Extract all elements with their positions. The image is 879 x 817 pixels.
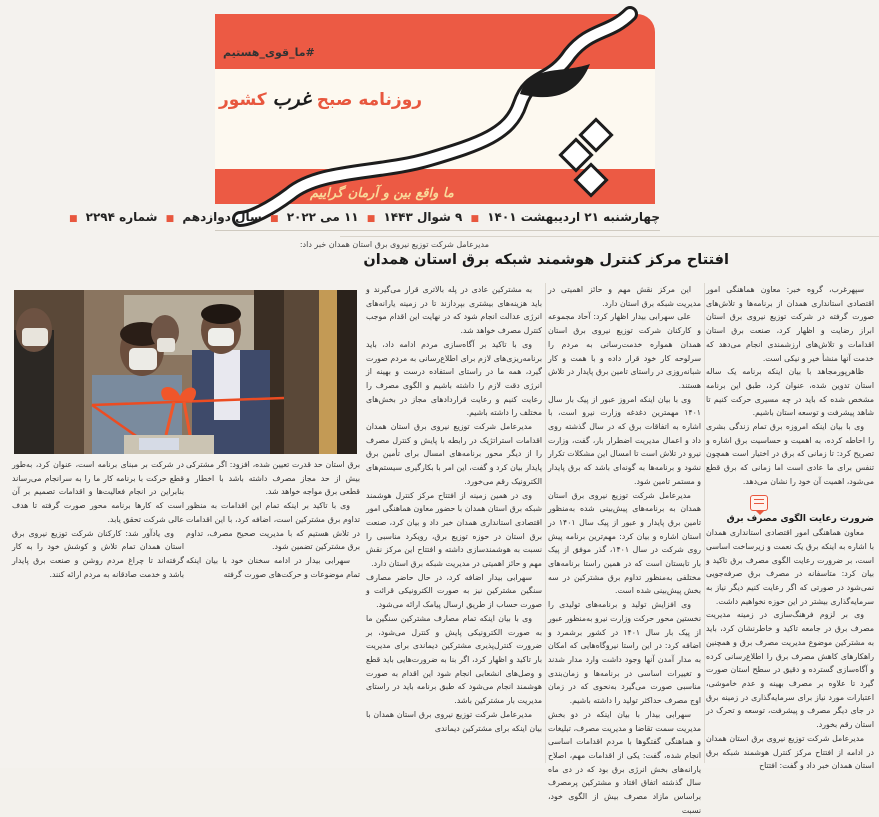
paragraph: سپهرغرب، گروه خبر: معاون هماهنگی امور اقتصادی استانداری همدان از برنامه‌ها و تلاش‌های صورت گرفته در شرکت توزیع نیروی برق استان ابراز رضایت و اظهار کرد، صنعت برق استان اقدامات و تلاش‌های ارزشمندی انجام می‌دهد که خدمت آنها منشأ خیر و نیکی است. — [706, 285, 874, 363]
paragraph: ظاهرپورمجاهد با بیان اینکه برنامه یک ساله استان تدوین شده، عنوان کرد، طبق این برنامه مشخص شده که باید در چه مسیری حرکت کنیم تا شاهد پیشرفت و توسعه استان باشیم. — [706, 367, 874, 418]
comment-icon — [750, 495, 768, 511]
paragraph: وی بر لزوم فرهنگ‌سازی در زمینه مدیریت مصرف برق در جامعه تاکید و خاطرنشان کرد، باید به مشترکین موضوع مدیریت مصرف برق و همچنین راهکارهای کاهش مصرف برق را اطلاع‌رسانی کرده و آگاه‌سازی گسترده و دقیق در سطح استان صورت گیرد تا علاوه بر مصرف بهینه و عدم خاموشی، اعتبارات مورد نیاز برای سرمایه‌گذاری در زمینه برق در جای دیگر مصرف و پیشرفت، توسعه و تحرک در استان رقم بخورد. — [706, 610, 874, 730]
paragraph: وی با بیان اینکه تمام مصارف مشترکین سنگین ما به صورت الکترونیکی پایش و کنترل می‌شود، بر ضرورت کنترل‌پذیری مشترکین دیماندی برای مدیریت بار تاکید و اظهار کرد، اگر بنا به ضرورت‌هایی باید قطع و وصل‌های انشعابی انجام شود این اقدام به صورت هوشمند انجام می‌شود که طبق برنامه باید در راستای مدیریت بار مشترکین باشد. — [366, 613, 542, 706]
newspaper-motto: ما واقع بین و آرمان گراییم — [310, 186, 454, 201]
column-divider — [704, 283, 705, 763]
newspaper-subtitle — [219, 88, 422, 110]
paragraph: وی در همین زمینه از افتتاح مرکز کنترل هوشمند شبکه برق استان همدان با حضور معاون هماهنگی امور اقتصادی استانداری همدان خبر داد و بیان کرد، صنعت برق استان در حوزه توزیع برق، رویکرد مناسبی را نسبت به هوشمندسازی داشته و افتتاح این مرکز نقش مهم و حائز اهمیتی در مدیریت شبکه برق استان دارد. — [366, 490, 542, 569]
dateline-weekday-date: چهارشنبه ۲۱ اردیبهشت ۱۴۰۱ — [487, 210, 660, 224]
paragraph: وی افزایش تولید و برنامه‌های تولیدی را نخستین محور حرکت وزارت نیرو به‌منظور عبور از پیک بار سال ۱۴۰۱ در کشور برشمرد و اضافه کرد: در این راستا نیروگاه‌هایی که امکان به مدار آمدن آنها وجود داشت وارد مدار شدند و تغییرات اساسی در برنامه‌ها و زمان‌بندی مناسبی صورت می‌گیرد به‌نحوی که در زمان اوج مصرف حداکثر تولید را داشته باشیم. — [548, 600, 701, 706]
paragraph: این مرکز نقش مهم و حائز اهمیتی در مدیریت شبکه برق استان دارد. — [548, 285, 701, 308]
paragraph: برق استان حد قدرت تعیین شده، افزود: اگر مشترکی بیش از حد مجاز مصرف داشته باشد با اخطار و قطعی برق مواجه خواهد شد. — [186, 460, 360, 497]
article-headline: افتتاح مرکز کنترل هوشمند شبکه برق استان همدان — [363, 252, 729, 268]
paragraph: معاون هماهنگی امور اقتصادی استانداری همدان با اشاره به اینکه برق یک نعمت و زیرساخت اساسی است، بر ضرورت رعایت الگوی مصرف برق تاکید و بیان کرد: متاسفانه در مصرف برق صرفه‌جویی نمی‌شود در صورتی که اگر رعایت کنیم دیگر نیاز به سرمایه‌گذاری بیشتر در این حوزه نخواهیم داشت. — [706, 528, 874, 606]
subtitle-prefix: روزنامه صبح — [316, 90, 423, 110]
dateline-hijri-date: ۹ شوال ۱۴۴۳ — [383, 210, 463, 224]
hashtag: #ما_قوی_هستیم — [223, 46, 315, 59]
article-top-rule — [340, 236, 879, 237]
dateline-separator: ■ — [270, 214, 279, 224]
dateline-issue-number: شماره ۲۲۹۴ — [85, 210, 158, 224]
article-column-5 — [12, 458, 184, 581]
dateline-year: سال دوازدهم — [182, 210, 262, 224]
article-column-2 — [548, 283, 701, 817]
subtitle-accent: غرب — [272, 88, 311, 110]
dateline-separator: ■ — [68, 214, 78, 224]
masthead — [215, 14, 655, 204]
paragraph: وی با بیان اینکه امروزه برق تمام زندگی بشری را احاطه کرده، به اهمیت و حساسیت برق اشاره و تصریح کرد: تا زمانی که برق در اختیار است همچون تنفس برای ما عادی است اما زمانی که برق قطع می‌شود، اهمیت آن خود را نشان می‌دهد. — [706, 422, 874, 486]
paragraph: وی با بیان اینکه امروز عبور از پیک بار سال ۱۴۰۱ مهمترین دغدغه وزارت نیرو است، با اشاره به اتفاقات برق که در سال گذشته روی داد و اعمال مدیریت اضطرار بار، گفت، وزارت نیرو در تلاش است تا امسال این مشکلات تکرار نشود و برنامه‌ها به گونه‌ای باشد که برق پایدار و مستمر تامین شود. — [548, 394, 701, 486]
dateline-separator: ■ — [470, 214, 480, 224]
dateline-separator: ■ — [366, 214, 376, 224]
paragraph: در شرکت بر مبنای برنامه است، عنوان کرد، به‌طور قطع حرکت با برنامه کار ما را به سرانجام می‌رساند بنابراین در انجام فعالیت‌ها و اقدامات تصمیم بر آن است که کارها برنامه محور صورت گرفته تا هدف عالی شرکت تحقق یابد. — [12, 460, 184, 524]
paragraph: مدیرعامل شرکت توزیع نیروی برق استان همدان در ادامه از افتتاح مرکز کنترل هوشمند شبکه برق استان همدان خبر داد و گفت: افتتاح — [706, 733, 874, 771]
paragraph: مدیرعامل شرکت توزیع نیروی برق استان همدان به برنامه‌های پیش‌بینی شده به‌منظور تامین برق پایدار و عبور از پیک سال ۱۴۰۱ در استان اشاره و بیان کرد: مهم‌ترین برنامه پیش روی شرکت در سال ۱۴۰۱، گذر موفق از پیک بار تابستان است که در همین راستا برنامه‌های مختلفی به‌منظور تداوم برق مشترکین در سه بخش پیش‌بینی شده است. — [548, 490, 701, 596]
dateline-gregorian-date: ۱۱ می ۲۰۲۲ — [286, 210, 359, 224]
paragraph: سهرابی بیدار در ادامه سخنان خود با بیان اینکه تمام موضوعات و حرکت‌های صورت گرفته — [186, 555, 360, 579]
article-column-4 — [186, 458, 360, 581]
paragraph: به مشترکین عادی در پله بالاتری قرار می‌گیرند و باید هزینه‌های بیشتری بپردازند تا در زمینه یارانه‌های انرژی عدالت انجام شود که در نهایت این اقدام موجب کنترل مصرف خواهد شد. — [366, 285, 542, 336]
dateline — [68, 210, 660, 224]
paragraph: وی با تاکید بر آگاه‌سازی مردم ادامه داد، باید برنامه‌ریزی‌های لازم برای اطلاع‌رسانی به مردم صورت گیرد، همه ما در راستای استفاده درست و بهینه از انرژی دقت لازم را داشته باشیم و الگوی مصرف را رعایت کنیم و رعایت قراردادهای مجاز در بخش‌های مختلف را داشته باشیم. — [366, 339, 542, 418]
paragraph: مدیرعامل شرکت توزیع نیروی برق استان همدان اقدامات استراتژیک در رابطه با پایش و کنترل مصرف را از دیگر محور برنامه‌های امسال برای تأمین برق پایدار بیان کرد و گفت، این امر با بکارگیری سیستم‌های الکترونیک رقم می‌خورد. — [366, 422, 542, 486]
paragraph: وی یادآور شد: کارکنان شرکت توزیع نیروی برق استان همدان تمام تلاش و کوشش خود را به کار گرفته‌اند تا چراغ مردم روشن و صنعت برق پایدار باشد و خدمت صادقانه به مردم ارائه کنند. — [12, 528, 184, 579]
paragraph: علی سهرابی بیدار اظهار کرد: آحاد مجموعه و کارکنان شرکت توزیع نیروی برق استان همدان همواره خدمت‌رسانی به مردم را سرلوحه کار خود قرار داده و با همت و کار شبانه‌روزی در راستای تامین برق پایدار در تلاش هستند. — [548, 312, 701, 390]
dateline-separator: ■ — [165, 214, 175, 224]
article-kicker: مدیرعامل شرکت توزیع نیروی برق استان همدان خبر داد: — [299, 240, 489, 249]
column-divider — [545, 283, 546, 763]
paragraph: مدیرعامل شرکت توزیع نیروی برق استان همدان با بیان اینکه برای مشترکین دیماندی — [366, 709, 542, 733]
subtitle-suffix: کشور — [219, 90, 267, 110]
paragraph: سهرابی بیدار اضافه کرد، در حال حاضر مصارف سنگین مشترکین نیز به صورت الکترونیکی قرائت و صورت حساب از طریق ارسال پیامک ارائه می‌شود. — [366, 572, 542, 610]
article-column-3 — [366, 283, 542, 735]
article-photo — [14, 290, 357, 454]
masthead-rule — [215, 230, 660, 231]
ribbon-cutting-photo — [14, 290, 357, 454]
paragraph: سهرابی بیدار با بیان اینکه در دو بخش مدیریت سمت تقاضا و مدیریت مصرف، تبلیغات و هماهنگی گفتگوها با مردم اقدامات اساسی انجام شده، گفت: یکی از اقدامات مهم، اصلاح یارانه‌های بخش انرژی برق بود که در دی ماه سال گذشته اتفاق افتاد و مشترکین پرمصرف براساس مازاد مصرف بیش از الگوی خود، نسبت — [548, 709, 701, 815]
paragraph: وی با تاکید بر اینکه تمام این اقدامات به منظور تداوم برق مشترکین است، اضافه کرد، با این اقدامات در تلاش هستیم که با مدیریت صحیح مصرف، تداوم برق مشترکین تضمین شود. — [186, 501, 360, 552]
article-column-1 — [706, 283, 874, 773]
article-subheading: ضرورت رعایت الگوی مصرف برق — [726, 513, 874, 524]
